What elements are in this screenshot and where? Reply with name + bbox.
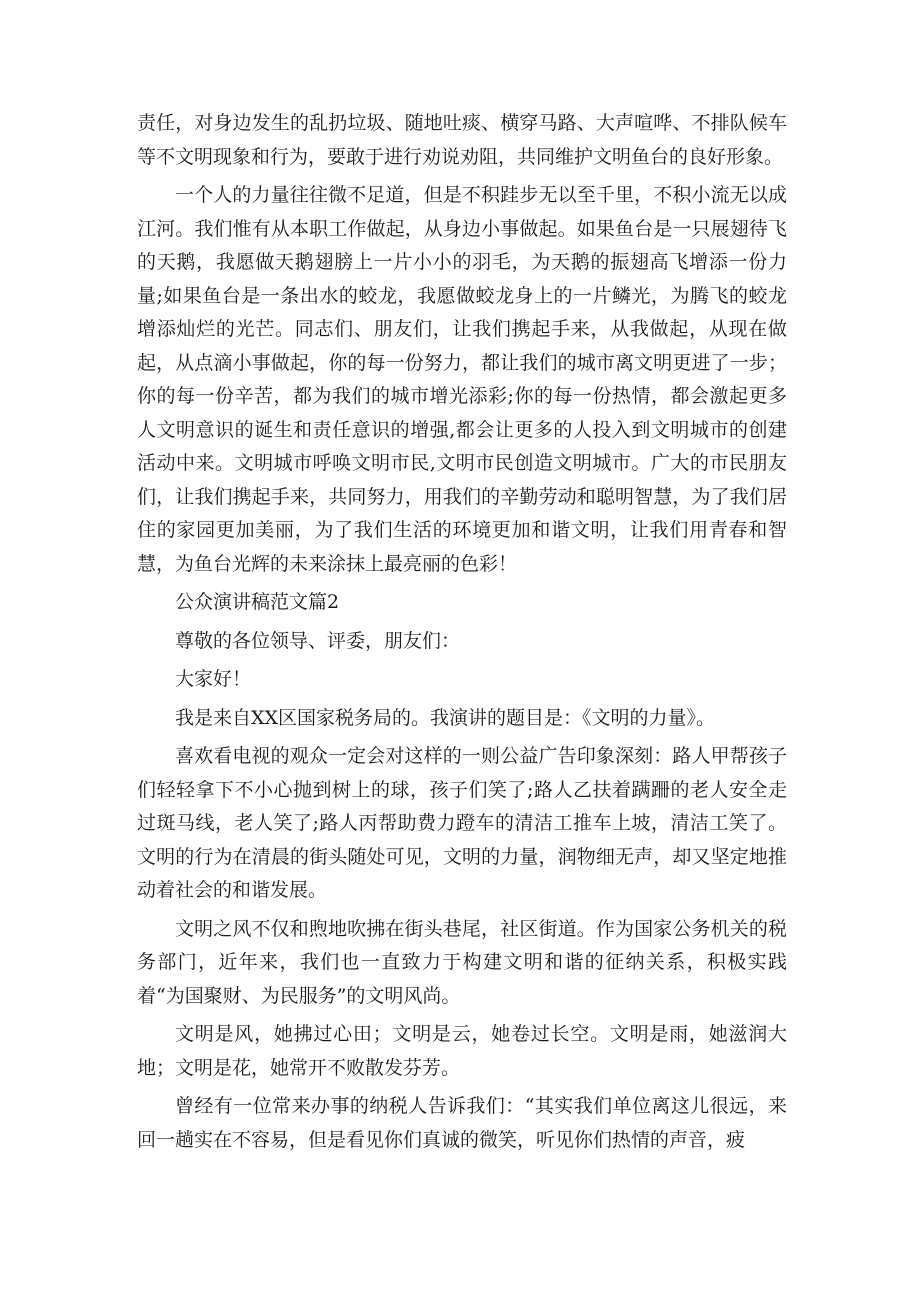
salutation: 尊敬的各位领导、评委，朋友们： bbox=[175, 629, 461, 652]
paragraph-truncated: 曾经有一位常来办事的纳税人告诉我们：“其实我们单位离这儿很远，来回一趟实在不容易，但是看见你们真诚的微笑，听见你们热情的声音，疲 bbox=[137, 1095, 787, 1151]
paragraph: 文明是风，她拂过心田；文明是云，她卷过长空。文明是雨，她滋润大地；文明是花，她常开不败散发芬芳。 bbox=[137, 1023, 787, 1079]
paragraph: 一个人的力量往往微不足道，但是不积跬步无以至千里，不积小流无以成江河。我们惟有从本职工作做起，从身边小事做起。如果鱼台是一只展翅待飞的天鹅，我愿做天鹅翅膀上一片小小的羽毛，为天鹅的振翅高飞增添一份力量;如果鱼台是一条出水的蛟龙，我愿做蛟龙身上的一片鳞光，为腾飞的蛟龙增添灿烂的光芒。同志们、朋友们，让我们携起手来，从我做起，从现在做起，从点滴小事做起，你的每一份努力，都让我们的城市离文明更进了一步；你的每一份辛苦，都为我们的城市增光添彩;你的每一份热情，都会激起更多人文明意识的诞生和责任意识的增强,都会让更多的人投入到文明城市的创建活动中来。文明城市呼唤文明市民,文明市民创造文明城市。广大的市民朋友们，让我们携起手来，共同努力，用我们的辛勤劳动和聪明智慧，为了我们居住的家园更加美丽，为了我们生活的环境更加和谐文明，让我们用青春和智慧，为鱼台光辉的未来涂抹上最亮丽的色彩！ bbox=[137, 184, 787, 575]
paragraph: 喜欢看电视的观众一定会对这样的一则公益广告印象深刻：路人甲帮孩子们轻轻拿下不小心抛到树上的球，孩子们笑了;路人乙扶着蹒跚的老人安全走过斑马线，老人笑了;路人丙帮助费力蹬车的清洁工推车上坡，清洁工笑了。文明的行为在清晨的街头随处可见，文明的力量，润物细无声，却又坚定地推动着社会的和谐发展。 bbox=[137, 745, 787, 901]
paragraph: 我是来自XX区国家税务局的。我演讲的题目是：《文明的力量》。 bbox=[175, 706, 716, 729]
document-body bbox=[137, 107, 787, 1162]
paragraph-continuation: 责任，对身边发生的乱扔垃圾、随地吐痰、横穿马路、大声喧哗、不排队候车等不文明现象和行为，要敢于进行劝说劝阻，共同维护文明鱼台的良好形象。 bbox=[137, 112, 787, 168]
greeting: 大家好！ bbox=[175, 668, 252, 690]
section-heading: 公众演讲稿范文篇2 bbox=[175, 591, 340, 613]
paragraph: 文明之风不仅和煦地吹拂在街头巷尾，社区街道。作为国家公务机关的税务部门，近年来，我们也一直致力于构建文明和谐的征纳关系，积极实践着“为国聚财、为民服务”的文明风尚。 bbox=[137, 917, 787, 1007]
